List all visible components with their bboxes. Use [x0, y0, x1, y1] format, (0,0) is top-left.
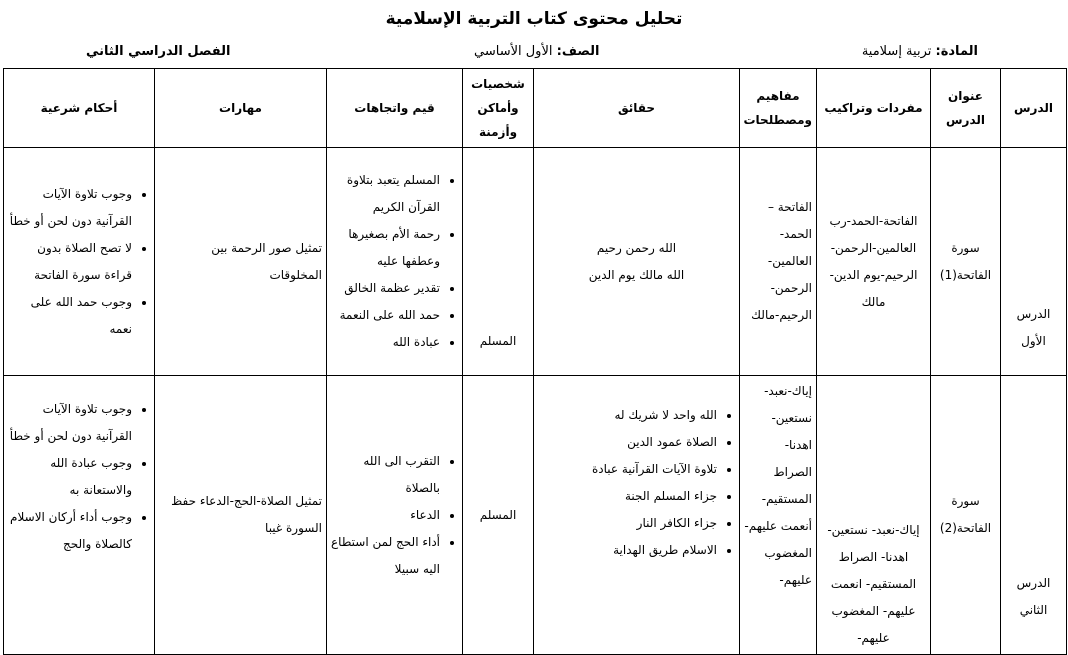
rulings-cell — [4, 148, 155, 376]
concepts-cell: الفاتحة – الحمد- العالمين- الرحمن- الرحيم-مالك — [740, 148, 817, 376]
list-item: • التقرب الى الله بالصلاة — [331, 448, 440, 502]
subject-field — [862, 42, 978, 62]
header-row — [4, 69, 1067, 148]
list-item: • وجوب أداء أركان الاسلام كالصلاة والحج — [8, 504, 132, 558]
vocab-cell: إياك-نعبد- نستعين-اهدنا- الصراط المستقيم- انعمت عليهم- المغضوب عليهم- — [817, 376, 931, 655]
page-title: تحليل محتوى كتاب التربية الإسلامية — [385, 9, 683, 29]
table-row — [4, 376, 1067, 655]
lesson-title-cell: سورة الفاتحة(1) — [931, 148, 1001, 376]
list-item: • جزاء الكافر النار — [538, 510, 717, 537]
list-item: • رحمة الأم بصغيرها وعطفها عليه — [331, 221, 440, 275]
lesson-cell: الدرس الأول — [1001, 148, 1067, 376]
list-item: • أداء الحج لمن استطاع اليه سبيلا — [331, 529, 440, 583]
values-cell — [327, 376, 463, 655]
grade-value: الأول الأساسي — [474, 44, 553, 59]
list-item: • الله واحد لا شريك له — [538, 402, 717, 429]
grade-field — [474, 42, 599, 62]
fact-item: الله رحمن رحيم — [596, 240, 677, 255]
concepts-cell: إياك-نعبد- نستعين- اهدنا- الصراط المستقيم- أنعمت عليهم- المغضوب عليهم- — [740, 376, 817, 655]
header-skills: مهارات — [155, 69, 327, 148]
facts-cell — [534, 376, 740, 655]
vocab-cell: الفاتحة-الحمد-رب العالمين-الرحمن-الرحيم-يوم الدين-مالك — [817, 148, 931, 376]
header-facts: حقائق — [534, 69, 740, 148]
list-item: • الصلاة عمود الدين — [538, 429, 717, 456]
table-row — [4, 148, 1067, 376]
people-cell: المسلم — [463, 376, 534, 655]
list-item: • وجوب تلاوة الآيات القرآنية دون لحن أو خطأ — [8, 396, 132, 450]
list-item: • وجوب تلاوة الآيات القرآنية دون لحن أو خطأ — [8, 181, 132, 235]
list-item: • لا تصح الصلاة بدون قراءة سورة الفاتحة — [8, 235, 132, 289]
content-analysis-table — [3, 68, 1067, 655]
rulings-cell — [4, 376, 155, 655]
list-item: • تلاوة الآيات القرآنية عبادة — [538, 456, 717, 483]
header-lesson: الدرس — [1001, 69, 1067, 148]
list-item: • وجوب عبادة الله والاستعانة به — [8, 450, 132, 504]
lesson-title-cell: سورة الفاتحة(2) — [931, 376, 1001, 655]
skills-cell: تمثيل الصلاة-الحج-الدعاء حفظ السورة غيبا — [155, 376, 327, 655]
fact-item: الله مالك يوم الدين — [588, 267, 685, 282]
header-concepts: مفاهيم ومصطلحات — [740, 69, 817, 148]
header-rulings: أحكام شرعية — [4, 69, 155, 148]
list-item: • جزاء المسلم الجنة — [538, 483, 717, 510]
header-vocab: مفردات وتراكيب — [817, 69, 931, 148]
list-item: • الاسلام طريق الهداية — [538, 537, 717, 564]
list-item: • وجوب حمد الله على نعمه — [8, 289, 132, 343]
list-item: • حمد الله على النعمة — [331, 302, 440, 329]
header-values: قيم واتجاهات — [327, 69, 463, 148]
facts-cell — [534, 148, 740, 376]
subject-value: تربية إسلامية — [861, 44, 932, 59]
header-lesson-title: عنوان الدرس — [931, 69, 1001, 148]
list-item: • الدعاء — [331, 502, 440, 529]
header-people: شخصيات وأماكن وأزمنة — [463, 69, 534, 148]
list-item: • المسلم يتعبد بتلاوة القرآن الكريم — [331, 167, 440, 221]
subject-label: المادة: — [935, 44, 978, 59]
values-cell — [327, 148, 463, 376]
lesson-cell: الدرس الثاني — [1001, 376, 1067, 655]
grade-label: الصف: — [556, 44, 600, 59]
list-item: • عبادة الله — [331, 329, 440, 356]
skills-cell: تمثيل صور الرحمة بين المخلوقات — [155, 148, 327, 376]
list-item: • تقدير عظمة الخالق — [331, 275, 440, 302]
people-cell: المسلم — [463, 148, 534, 376]
semester-label: الفصل الدراسي الثاني — [86, 44, 231, 59]
